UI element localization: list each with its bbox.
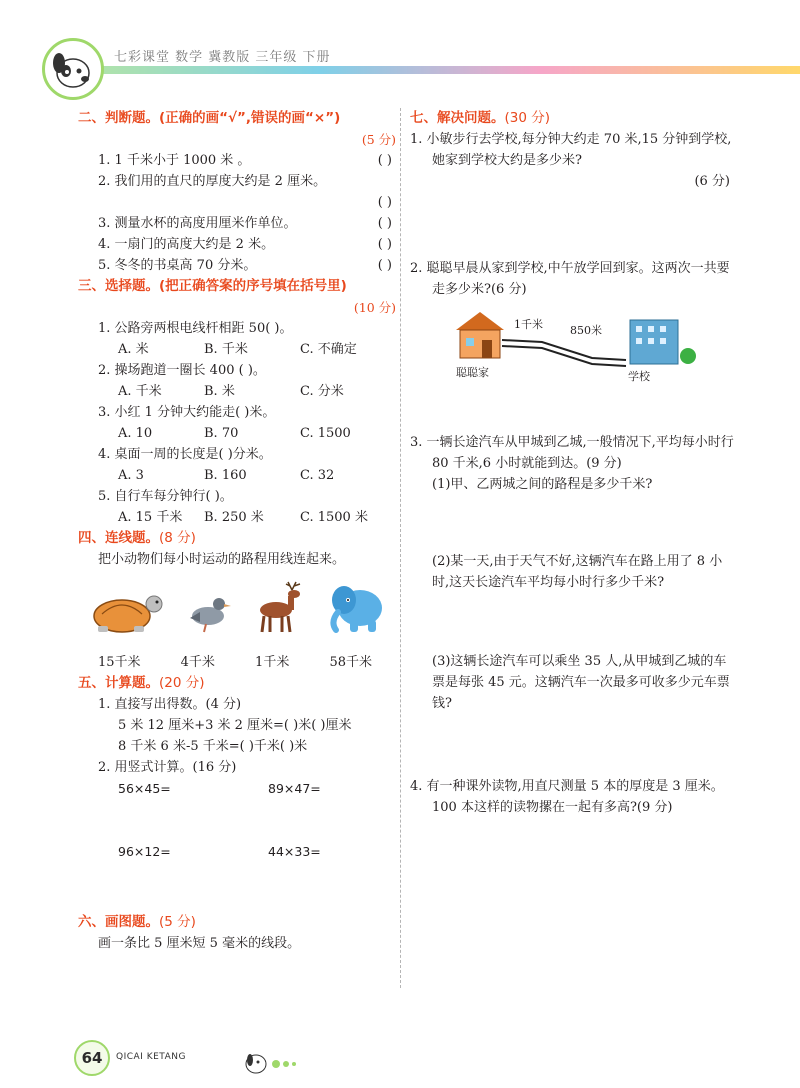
page-number: 64 bbox=[74, 1040, 110, 1076]
distance-labels bbox=[78, 652, 372, 673]
section-7-title: 七、解决问题。(30 分) bbox=[410, 110, 551, 126]
section-2-title: 二、判断题。(正确的画“√”,错误的画“×”) bbox=[78, 110, 341, 126]
section-5-title: 五、计算题。(20 分) bbox=[78, 675, 205, 691]
judge-item: 3. 测量水杯的高度用厘米作单位。 ( ) bbox=[98, 216, 392, 231]
problem-3-part-1: (1)甲、乙两城之间的路程是多少千米? bbox=[432, 477, 653, 492]
judge-item: 2. 我们用的直尺的厚度大约是 2 厘米。 bbox=[98, 174, 327, 189]
problem-1-score: (6 分) bbox=[694, 174, 730, 189]
problem-3-part-2: (2)某一天,由于天气不好,这辆汽车在路上用了 8 小时,这天长途汽车平均每小时行多少千米? bbox=[432, 554, 723, 590]
problem-3-part-3: (3)这辆长途汽车可以乘坐 35 人,从甲城到乙城的车票是每张 45 元。这辆汽车一次最多可收多少元车票钱? bbox=[432, 654, 730, 711]
header-color-bar bbox=[60, 66, 800, 74]
map-home-label: 聪聪家 bbox=[456, 366, 489, 379]
choice-options: A. 15 千米 B. 250 米 C. 1500 米 bbox=[118, 510, 368, 525]
section-6-title: 六、画图题。(5 分) bbox=[78, 914, 196, 930]
animal-pictures bbox=[88, 578, 388, 634]
choice-question: 5. 自行车每分钟行( )。 bbox=[98, 489, 233, 504]
route-map bbox=[452, 306, 712, 382]
choice-question: 4. 桌面一周的长度是( )分米。 bbox=[98, 447, 272, 462]
judge-item: 1. 1 千米小于 1000 米 。 ( ) bbox=[98, 153, 392, 168]
problem-3: 3. 一辆长途汽车从甲城到乙城,一般情况下,平均每小时行 80 千米,6 小时就能到达。(9 分) bbox=[410, 435, 734, 471]
footer-brand: QICAI KETANG bbox=[116, 1052, 186, 1062]
map-distance-1: 1千米 bbox=[514, 318, 543, 331]
judge-item: 4. 一扇门的高度大约是 2 米。 ( ) bbox=[98, 237, 392, 252]
footer-mascot-icon bbox=[244, 1050, 304, 1078]
choice-question: 2. 操场跑道一圈长 400 ( )。 bbox=[98, 363, 266, 378]
right-column bbox=[410, 108, 738, 818]
section-3-points: (10 分) bbox=[353, 300, 396, 315]
calc-line: 5 米 12 厘米+3 米 2 厘米=( )米( )厘米 bbox=[118, 718, 352, 733]
choice-question: 1. 公路旁两根电线杆相距 50( )。 bbox=[98, 321, 293, 336]
pigeon-icon bbox=[186, 590, 232, 634]
calc-row: 96×12= 44×33= bbox=[118, 844, 321, 859]
problem-2: 2. 聪聪早晨从家到学校,中午放学回到家。这两次一共要走多少米?(6 分) bbox=[410, 261, 730, 297]
map-distance-2: 850米 bbox=[570, 324, 602, 337]
judge-paren: ( ) bbox=[377, 195, 392, 210]
elephant-icon bbox=[326, 578, 388, 634]
route-map-drawing bbox=[452, 306, 712, 382]
calc-question: 2. 用竖式计算。(16 分) bbox=[98, 760, 237, 775]
calc-line: 8 千米 6 米-5 千米=( )千米( )米 bbox=[118, 739, 308, 754]
map-school-label: 学校 bbox=[628, 370, 650, 383]
problem-1: 1. 小敏步行去学校,每分钟大约走 70 米,15 分钟到学校,她家到学校大约是多少米? bbox=[410, 132, 732, 168]
section-3-title: 三、选择题。(把正确答案的序号填在括号里) bbox=[78, 278, 347, 294]
choice-question: 3. 小红 1 分钟大约能走( )米。 bbox=[98, 405, 276, 420]
section-4-title: 四、连线题。(8 分) bbox=[78, 530, 196, 546]
mascot-logo bbox=[42, 38, 104, 100]
calc-question: 1. 直接写出得数。(4 分) bbox=[98, 697, 242, 712]
matching-instruction: 把小动物们每小时运动的路程用线连起来。 bbox=[98, 552, 346, 567]
section-2-points: (5 分) bbox=[361, 132, 396, 147]
deer-icon bbox=[252, 580, 306, 634]
draw-question: 画一条比 5 厘米短 5 毫米的线段。 bbox=[98, 936, 301, 951]
left-column bbox=[78, 108, 396, 954]
distance-label: 4千米 bbox=[180, 655, 215, 670]
choice-options: A. 千米 B. 米 C. 分米 bbox=[118, 384, 344, 399]
column-divider bbox=[400, 108, 401, 988]
turtle-icon bbox=[88, 586, 166, 634]
problem-4: 4. 有一种课外读物,用直尺测量 5 本的厚度是 3 厘米。100 本这样的读物摞在一起有多高?(9 分) bbox=[410, 779, 724, 815]
header-title: 七彩课堂 数学 冀教版 三年级 下册 bbox=[114, 50, 331, 65]
choice-options: A. 10 B. 70 C. 1500 bbox=[118, 426, 351, 441]
distance-label: 1千米 bbox=[255, 655, 290, 670]
judge-item: 5. 冬冬的书桌高 70 分米。 ( ) bbox=[98, 258, 392, 273]
choice-options: A. 3 B. 160 C. 32 bbox=[118, 468, 335, 483]
distance-label: 15千米 bbox=[98, 655, 141, 670]
calc-row: 56×45= 89×47= bbox=[118, 781, 321, 796]
choice-options: A. 米 B. 千米 C. 不确定 bbox=[118, 342, 357, 357]
distance-label: 58千米 bbox=[329, 655, 372, 670]
